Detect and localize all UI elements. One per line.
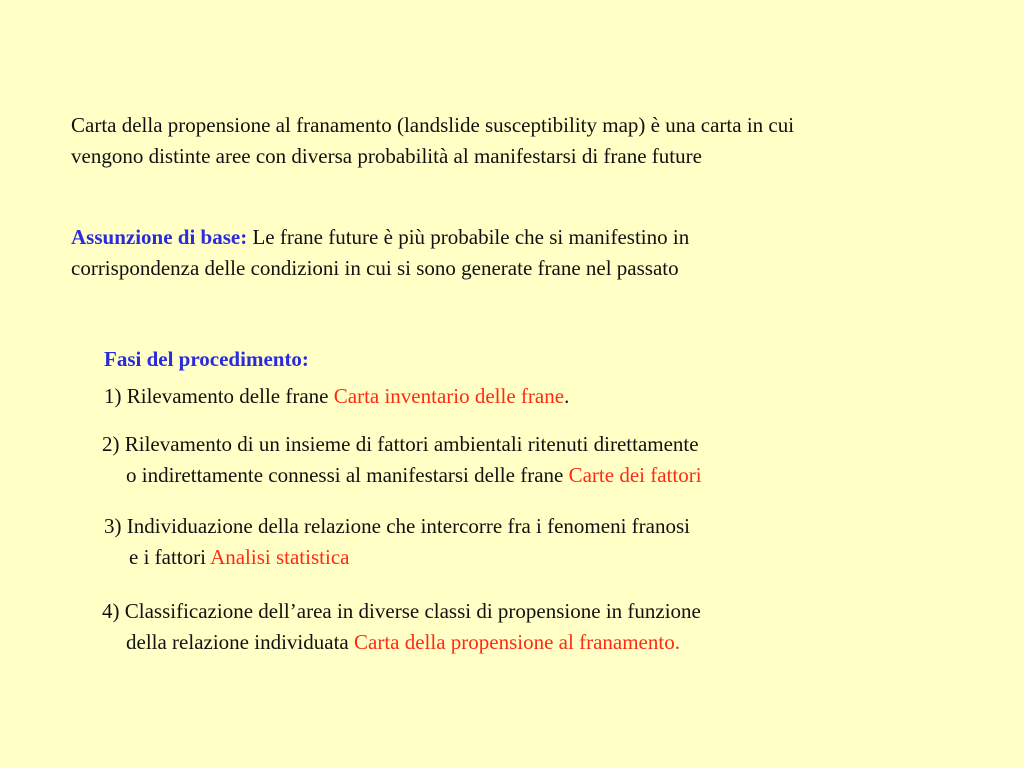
step-1-text: 1) Rilevamento delle frane: [104, 384, 334, 408]
assumption-line-2: corrispondenza delle condizioni in cui si sono generate frane nel passato: [71, 256, 679, 280]
step-4: [102, 596, 701, 658]
step-2: [102, 429, 702, 491]
step-3-line-1: 3) Individuazione della relazione che intercorre fra i fenomeni franosi: [104, 514, 690, 538]
step-1-highlight: Carta inventario delle frane: [333, 384, 565, 408]
step-2-line-2-wrap: [102, 460, 702, 491]
intro-line-2: vengono distinte aree con diversa probabilità al manifestarsi di frane future: [71, 144, 702, 168]
step-4-line-2-wrap: [102, 627, 701, 658]
step-2-line-1: 2) Rilevamento di un insieme di fattori ambientali ritenuti direttamente: [102, 432, 699, 456]
assumption-label: Assunzione di base:: [71, 225, 248, 249]
step-1: [104, 381, 569, 412]
step-3-highlight: Analisi statistica: [210, 545, 350, 569]
intro-paragraph: [71, 110, 971, 172]
step-1-suffix: .: [564, 384, 570, 408]
steps-title: Fasi del procedimento:: [104, 347, 309, 371]
step-2-line-2: o indirettamente connessi al manifestarsi delle frane: [126, 463, 569, 487]
assumption-line-1: Le frane future è più probabile che si manifestino in: [247, 225, 690, 249]
step-3-line-2: e i fattori: [129, 545, 211, 569]
intro-line-1: Carta della propensione al franamento (landslide susceptibility map) è una carta in cui: [71, 113, 795, 137]
step-4-line-2: della relazione individuata: [126, 630, 354, 654]
assumption-paragraph: [71, 222, 971, 284]
step-3-line-2-wrap: [104, 542, 690, 573]
step-4-highlight: Carta della propensione al franamento.: [354, 630, 680, 654]
step-4-line-1: 4) Classificazione dell’area in diverse classi di propensione in funzione: [102, 599, 701, 623]
step-3: [104, 511, 690, 573]
step-2-highlight: Carte dei fattori: [568, 463, 702, 487]
